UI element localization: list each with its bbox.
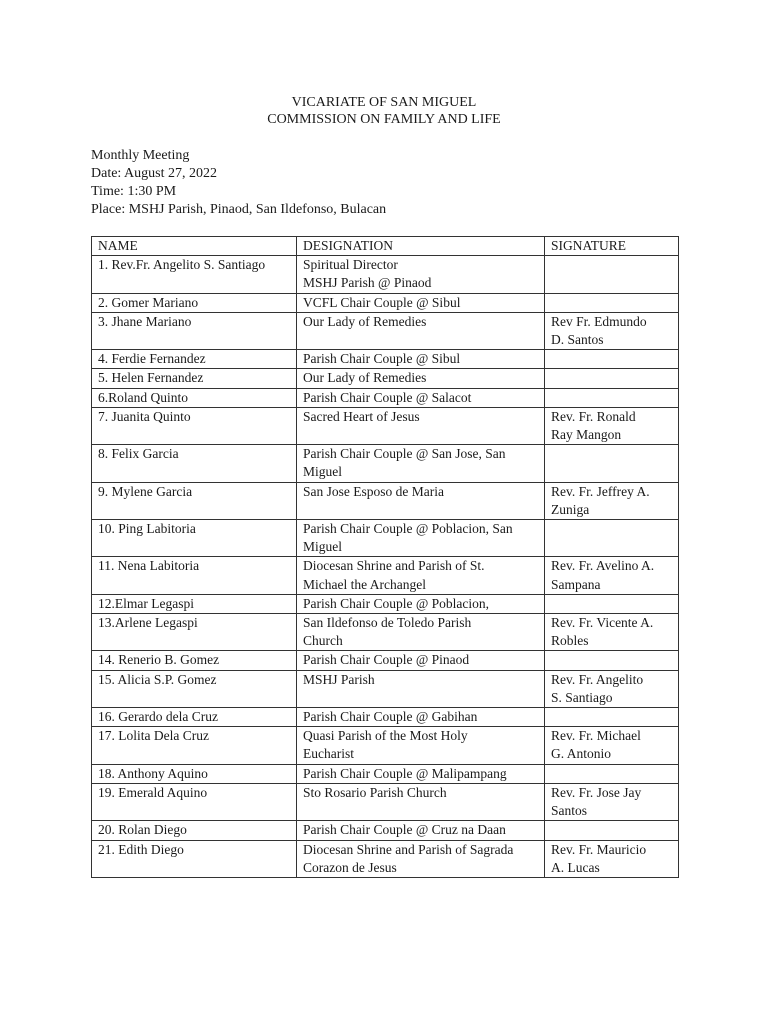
cell-designation: Parish Chair Couple @ Gabihan xyxy=(297,708,545,727)
cell-designation: Sacred Heart of Jesus xyxy=(297,407,545,444)
document-subtitle: COMMISSION ON FAMILY AND LIFE xyxy=(267,112,501,127)
meeting-time: Time: 1:30 PM xyxy=(91,184,177,199)
cell-signature xyxy=(545,256,679,293)
cell-designation: MSHJ Parish xyxy=(297,670,545,707)
table-row xyxy=(92,520,679,557)
cell-signature: Rev. Fr. Michael G. Antonio xyxy=(545,727,679,764)
table-row xyxy=(92,312,679,349)
cell-name: 7. Juanita Quinto xyxy=(92,407,297,444)
table-row xyxy=(92,369,679,388)
cell-signature xyxy=(545,708,679,727)
cell-name: 11. Nena Labitoria xyxy=(92,557,297,594)
header-signature: SIGNATURE xyxy=(545,237,679,256)
table-row xyxy=(92,594,679,613)
table-row xyxy=(92,727,679,764)
table-row xyxy=(92,482,679,519)
cell-name: 5. Helen Fernandez xyxy=(92,369,297,388)
attendance-table xyxy=(91,236,679,878)
table-row xyxy=(92,293,679,312)
header-name: NAME xyxy=(92,237,297,256)
cell-signature: Rev. Fr. Vicente A. Robles xyxy=(545,614,679,651)
cell-designation: Our Lady of Remedies xyxy=(297,312,545,349)
cell-name: 16. Gerardo dela Cruz xyxy=(92,708,297,727)
cell-name: 21. Edith Diego xyxy=(92,840,297,877)
meeting-date: Date: August 27, 2022 xyxy=(91,166,217,181)
cell-designation: San Ildefonso de Toledo Parish Church xyxy=(297,614,545,651)
cell-designation: Parish Chair Couple @ Cruz na Daan xyxy=(297,821,545,840)
cell-signature xyxy=(545,520,679,557)
cell-signature xyxy=(545,651,679,670)
cell-designation: Parish Chair Couple @ Salacot xyxy=(297,388,545,407)
cell-signature: Rev. Fr. Avelino A. Sampana xyxy=(545,557,679,594)
cell-signature: Rev. Fr. Jeffrey A. Zuniga xyxy=(545,482,679,519)
cell-name: 12.Elmar Legaspi xyxy=(92,594,297,613)
table-row xyxy=(92,821,679,840)
table-row xyxy=(92,407,679,444)
cell-name: 14. Renerio B. Gomez xyxy=(92,651,297,670)
cell-signature xyxy=(545,445,679,482)
table-row xyxy=(92,708,679,727)
table-row xyxy=(92,764,679,783)
table-row xyxy=(92,840,679,877)
cell-name: 8. Felix Garcia xyxy=(92,445,297,482)
table-row xyxy=(92,651,679,670)
cell-name: 13.Arlene Legaspi xyxy=(92,614,297,651)
document-title: VICARIATE OF SAN MIGUEL xyxy=(291,95,477,110)
cell-name: 3. Jhane Mariano xyxy=(92,312,297,349)
cell-designation: San Jose Esposo de Maria xyxy=(297,482,545,519)
cell-signature: Rev. Fr. Angelito S. Santiago xyxy=(545,670,679,707)
table-row xyxy=(92,614,679,651)
cell-designation: Diocesan Shrine and Parish of St. Michael the Archangel xyxy=(297,557,545,594)
cell-name: 1. Rev.Fr. Angelito S. Santiago xyxy=(92,256,297,293)
cell-designation: Parish Chair Couple @ Poblacion, xyxy=(297,594,545,613)
cell-name: 9. Mylene Garcia xyxy=(92,482,297,519)
cell-name: 18. Anthony Aquino xyxy=(92,764,297,783)
cell-name: 17. Lolita Dela Cruz xyxy=(92,727,297,764)
meeting-title: Monthly Meeting xyxy=(91,148,190,163)
table-row xyxy=(92,670,679,707)
cell-name: 6.Roland Quinto xyxy=(92,388,297,407)
cell-designation: Our Lady of Remedies xyxy=(297,369,545,388)
cell-name: 4. Ferdie Fernandez xyxy=(92,350,297,369)
cell-signature xyxy=(545,388,679,407)
cell-name: 19. Emerald Aquino xyxy=(92,783,297,820)
header-designation: DESIGNATION xyxy=(297,237,545,256)
cell-signature: Rev. Fr. Ronald Ray Mangon xyxy=(545,407,679,444)
cell-signature xyxy=(545,594,679,613)
cell-name: 15. Alicia S.P. Gomez xyxy=(92,670,297,707)
table-row xyxy=(92,783,679,820)
cell-signature xyxy=(545,369,679,388)
cell-signature xyxy=(545,821,679,840)
table-row xyxy=(92,388,679,407)
attendance-rows xyxy=(92,256,679,878)
cell-designation: Parish Chair Couple @ Poblacion, San Miguel xyxy=(297,520,545,557)
cell-signature: Rev. Fr. Jose Jay Santos xyxy=(545,783,679,820)
table-row xyxy=(92,445,679,482)
cell-designation: Parish Chair Couple @ San Jose, San Miguel xyxy=(297,445,545,482)
table-header-row xyxy=(92,237,679,256)
cell-signature xyxy=(545,293,679,312)
cell-designation: Sto Rosario Parish Church xyxy=(297,783,545,820)
cell-signature xyxy=(545,350,679,369)
cell-designation: Quasi Parish of the Most Holy Eucharist xyxy=(297,727,545,764)
cell-designation: Spiritual Director MSHJ Parish @ Pinaod xyxy=(297,256,545,293)
cell-name: 2. Gomer Mariano xyxy=(92,293,297,312)
cell-designation: Parish Chair Couple @ Sibul xyxy=(297,350,545,369)
table-row xyxy=(92,256,679,293)
cell-name: 10. Ping Labitoria xyxy=(92,520,297,557)
table-row xyxy=(92,557,679,594)
cell-designation: Parish Chair Couple @ Pinaod xyxy=(297,651,545,670)
cell-name: 20. Rolan Diego xyxy=(92,821,297,840)
cell-designation: Diocesan Shrine and Parish of Sagrada Corazon de Jesus xyxy=(297,840,545,877)
cell-signature xyxy=(545,764,679,783)
table-row xyxy=(92,350,679,369)
cell-designation: Parish Chair Couple @ Malipampang xyxy=(297,764,545,783)
cell-signature: Rev Fr. Edmundo D. Santos xyxy=(545,312,679,349)
cell-designation: VCFL Chair Couple @ Sibul xyxy=(297,293,545,312)
cell-signature: Rev. Fr. Mauricio A. Lucas xyxy=(545,840,679,877)
meeting-place: Place: MSHJ Parish, Pinaod, San Ildefonso, Bulacan xyxy=(91,202,387,217)
